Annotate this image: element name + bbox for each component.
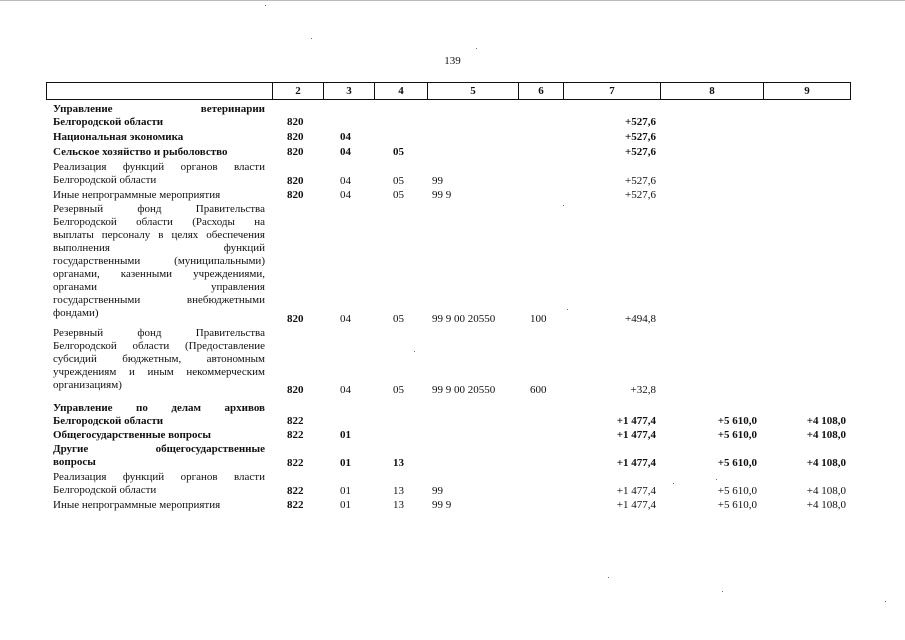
row-name-line: фондами) xyxy=(53,307,99,319)
row-name xyxy=(53,471,265,497)
row-name-line: Иные непрограммные мероприятия xyxy=(53,499,221,511)
cell-col9: +4 108,0 xyxy=(806,499,846,511)
cell-col2: 820 xyxy=(287,146,304,158)
scan-speck xyxy=(563,205,564,206)
cell-col3: 04 xyxy=(340,146,351,158)
cell-col7: +1 477,4 xyxy=(616,499,656,511)
row-name-line: Иные непрограммные мероприятия xyxy=(53,189,221,201)
table-row xyxy=(0,499,905,513)
scan-speck xyxy=(265,5,266,6)
row-name-line: органами управления xyxy=(53,281,265,293)
row-name xyxy=(53,131,265,144)
scan-speck xyxy=(311,38,312,39)
cell-col7: +527,6 xyxy=(624,146,656,158)
row-name xyxy=(53,189,265,202)
column-header-name xyxy=(47,83,272,99)
cell-col2: 822 xyxy=(287,485,304,497)
cell-col7: +1 477,4 xyxy=(616,415,656,427)
cell-col5: 99 9 00 20550 xyxy=(432,384,496,396)
cell-col5: 99 xyxy=(432,485,443,497)
cell-col7: +1 477,4 xyxy=(616,429,656,441)
table-row xyxy=(0,203,905,327)
cell-col3: 01 xyxy=(340,485,351,497)
scan-speck xyxy=(673,483,674,484)
cell-col3: 04 xyxy=(340,189,351,201)
row-name-line: выполнения функций xyxy=(53,242,265,254)
table-row xyxy=(0,402,905,428)
cell-col4: 05 xyxy=(393,146,404,158)
table-row xyxy=(0,103,905,129)
cell-col3: 04 xyxy=(340,175,351,187)
cell-col4: 13 xyxy=(393,485,404,497)
row-name xyxy=(53,443,265,469)
cell-col6: 600 xyxy=(530,384,547,396)
page-number: 139 xyxy=(444,55,461,67)
row-name-line: государственными внебюджетными xyxy=(53,294,265,306)
cell-col4: 05 xyxy=(393,313,404,325)
cell-col9: +4 108,0 xyxy=(806,429,846,441)
cell-col3: 04 xyxy=(340,384,351,396)
scan-speck xyxy=(567,309,568,310)
row-name-line: организациям) xyxy=(53,379,122,391)
cell-col7: +1 477,4 xyxy=(616,457,656,469)
cell-col2: 820 xyxy=(287,175,304,187)
table-row xyxy=(0,429,905,443)
cell-col7: +527,6 xyxy=(624,131,656,143)
table-row xyxy=(0,443,905,469)
row-name-line: субсидий бюджетным, автономным xyxy=(53,353,265,365)
row-name xyxy=(53,402,265,428)
table-row xyxy=(0,471,905,497)
row-name-line: вопросы xyxy=(53,456,96,468)
column-header-9: 9 xyxy=(804,85,810,97)
cell-col7: +527,6 xyxy=(624,116,656,128)
column-header-8: 8 xyxy=(709,85,715,97)
row-name-line: Управление по делам архивов xyxy=(53,402,265,414)
row-name-line: Управление ветеринарии xyxy=(53,103,265,115)
cell-col2: 822 xyxy=(287,499,304,511)
column-header-7: 7 xyxy=(609,85,615,97)
cell-col2: 822 xyxy=(287,429,304,441)
column-header-5: 5 xyxy=(470,85,476,97)
row-name-line: Белгородской области (Расходы на xyxy=(53,216,265,228)
scan-speck xyxy=(608,577,609,578)
cell-col4: 05 xyxy=(393,175,404,187)
scan-speck xyxy=(476,48,477,49)
cell-col4: 13 xyxy=(393,499,404,511)
cell-col7: +494,8 xyxy=(625,313,656,325)
row-name xyxy=(53,103,265,129)
cell-col2: 820 xyxy=(287,313,304,325)
row-name-line: Белгородской области (Предоставление xyxy=(53,340,265,352)
cell-col5: 99 9 xyxy=(432,499,452,511)
row-name-line: Белгородской области xyxy=(53,484,157,496)
row-name-line: органами, казенными учреждениями, xyxy=(53,268,265,280)
row-name xyxy=(53,203,265,320)
column-header-row xyxy=(46,82,851,100)
row-name-line: Другие общегосударственные xyxy=(53,443,265,455)
cell-col2: 820 xyxy=(287,131,304,143)
cell-col2: 820 xyxy=(287,384,304,396)
cell-col7: +527,6 xyxy=(625,175,656,187)
scan-speck xyxy=(414,351,415,352)
cell-col2: 822 xyxy=(287,415,304,427)
cell-col8: +5 610,0 xyxy=(717,485,757,497)
table-row xyxy=(0,327,905,397)
row-name-line: Реализация функций органов власти xyxy=(53,161,265,173)
row-name-line: Национальная экономика xyxy=(53,131,184,143)
cell-col4: 05 xyxy=(393,189,404,201)
row-name-line: Белгородской области xyxy=(53,116,164,128)
cell-col6: 100 xyxy=(530,313,547,325)
table-row xyxy=(0,146,905,160)
cell-col4: 05 xyxy=(393,384,404,396)
cell-col9: +4 108,0 xyxy=(806,485,846,497)
cell-col3: 04 xyxy=(340,131,351,143)
cell-col8: +5 610,0 xyxy=(717,429,757,441)
cell-col8: +5 610,0 xyxy=(717,499,757,511)
scan-speck xyxy=(716,479,717,480)
row-name xyxy=(53,146,265,159)
column-header-4: 4 xyxy=(398,85,404,97)
cell-col4: 13 xyxy=(393,457,404,469)
table-row xyxy=(0,161,905,187)
cell-col2: 820 xyxy=(287,189,304,201)
cell-col3: 01 xyxy=(340,429,351,441)
cell-col7: +32,8 xyxy=(630,384,656,396)
cell-col3: 01 xyxy=(340,457,351,469)
row-name-line: Общегосударственные вопросы xyxy=(53,429,211,441)
row-name xyxy=(53,429,265,442)
cell-col7: +527,6 xyxy=(625,189,656,201)
cell-col7: +1 477,4 xyxy=(616,485,656,497)
cell-col9: +4 108,0 xyxy=(806,457,846,469)
column-header-3: 3 xyxy=(346,85,352,97)
cell-col9: +4 108,0 xyxy=(806,415,846,427)
cell-col5: 99 xyxy=(432,175,443,187)
row-name xyxy=(53,327,265,392)
cell-col2: 820 xyxy=(287,116,304,128)
row-name-line: Белгородской области xyxy=(53,174,157,186)
row-name-line: Белгородской области xyxy=(53,415,164,427)
row-name-line: государственными (муниципальными) xyxy=(53,255,265,267)
row-name-line: Резервный фонд Правительства xyxy=(53,203,265,215)
row-name-line: выплаты персоналу в целях обеспечения xyxy=(53,229,265,241)
column-header-2: 2 xyxy=(295,85,301,97)
table-row xyxy=(0,131,905,145)
scan-speck xyxy=(722,591,723,592)
row-name-line: учреждениям и иным некоммерческим xyxy=(53,366,265,378)
column-header-6: 6 xyxy=(538,85,544,97)
scan-edge-line xyxy=(0,0,905,1)
scan-speck xyxy=(885,601,886,602)
cell-col8: +5 610,0 xyxy=(717,415,757,427)
row-name-line: Резервный фонд Правительства xyxy=(53,327,265,339)
cell-col3: 04 xyxy=(340,313,351,325)
row-name xyxy=(53,161,265,187)
cell-col5: 99 9 00 20550 xyxy=(432,313,496,325)
cell-col3: 01 xyxy=(340,499,351,511)
row-name-line: Сельское хозяйство и рыболовство xyxy=(53,146,228,158)
cell-col8: +5 610,0 xyxy=(717,457,757,469)
table-row xyxy=(0,189,905,203)
row-name xyxy=(53,499,265,512)
cell-col5: 99 9 xyxy=(432,189,452,201)
row-name-line: Реализация функций органов власти xyxy=(53,471,265,483)
cell-col2: 822 xyxy=(287,457,304,469)
